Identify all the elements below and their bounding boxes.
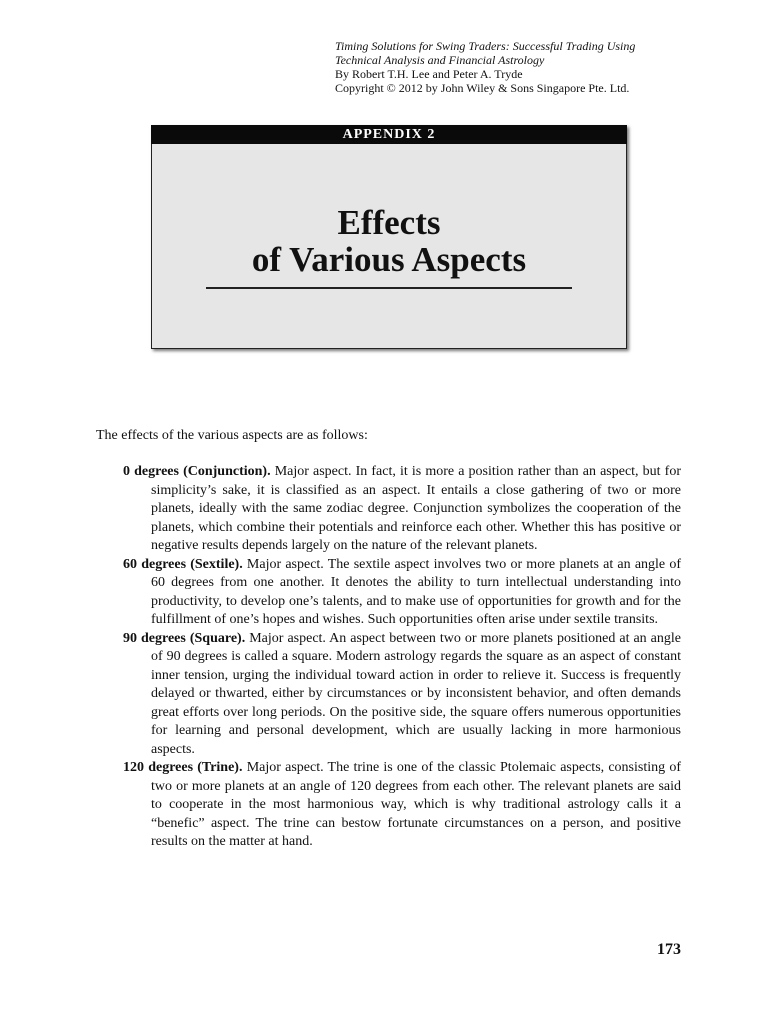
entry-heading: 60 degrees (Sextile).: [123, 556, 243, 572]
page-number: 173: [657, 941, 681, 958]
entry-text: Major aspect. An aspect between two or more planets positioned at an angle of 90 degrees is called a square. Modern astrology regards the square as an aspect of constant inner tension, urging the individual toward action in order to relieve it. Success is frequently delayed or thwarted, either by circumstances or by inconsistent behavior, and often demands great efforts over long periods. On the positive side, the square offers numerous opportunities for learning and personal development, which are usually lacking in more harmonious aspects.: [151, 630, 682, 757]
chapter-title-box: [151, 125, 627, 349]
chapter-title: [152, 204, 626, 278]
book-title-line-2: Technical Analysis and Financial Astrology: [335, 53, 545, 67]
copyright: Copyright © 2012 by John Wiley & Sons Singapore Pte. Ltd.: [335, 81, 630, 95]
aspect-entry-conjunction: [123, 463, 681, 556]
entry-heading: 90 degrees (Square).: [123, 630, 246, 646]
book-title-line-1: Timing Solutions for Swing Traders: Successful Trading Using: [335, 39, 636, 53]
entry-text: Major aspect. The sextile aspect involves two or more planets at an angle of 60 degrees from one another. It denotes the ability to turn intellectual understanding into productivity, to develop one’s talents, and to make use of opportunities for growth and for the fulfillment of one’s hopes and wishes. Such opportunities often arise under sextile transits.: [151, 556, 681, 627]
aspect-entry-trine: [123, 759, 681, 852]
chapter-title-line-1: Effects: [337, 203, 441, 242]
aspect-entry-square: [123, 630, 681, 760]
entry-heading: 120 degrees (Trine).: [123, 760, 243, 775]
entry-text: Major aspect. The trine is one of the classic Ptolemaic aspects, consisting of two or more planets at an angle of 120 degrees from each other. The relevant planets are said to cooperate in the most harmonious way, which is why traditional astrology calls it a “benefic” aspect. The trine can bestow fortunate circumstances on a person, and positive results on the matter at hand.: [151, 760, 681, 849]
entry-text: Major aspect. In fact, it is more a position rather than an aspect, but for simplicity’s sake, it is classified as an aspect. It entails a close gathering of two or more planets, ideally with the same zodiac degree. Conjunction symbolizes the cooperation of the planets, which combine their potentials and reinforce each other. Whether this has positive or negative results depends largely on the nature of the relevant planets.: [151, 464, 682, 553]
aspect-list: [123, 463, 681, 852]
title-underline: [206, 287, 572, 289]
intro-text: The effects of the various aspects are as follows:: [96, 428, 368, 443]
authors: By Robert T.H. Lee and Peter A. Tryde: [335, 67, 523, 81]
aspect-entry-sextile: [123, 556, 681, 630]
book-metadata: [335, 39, 635, 95]
chapter-title-line-2: of Various Aspects: [251, 240, 527, 279]
entry-heading: 0 degrees (Conjunction).: [123, 464, 271, 479]
appendix-label: APPENDIX 2: [151, 125, 627, 144]
